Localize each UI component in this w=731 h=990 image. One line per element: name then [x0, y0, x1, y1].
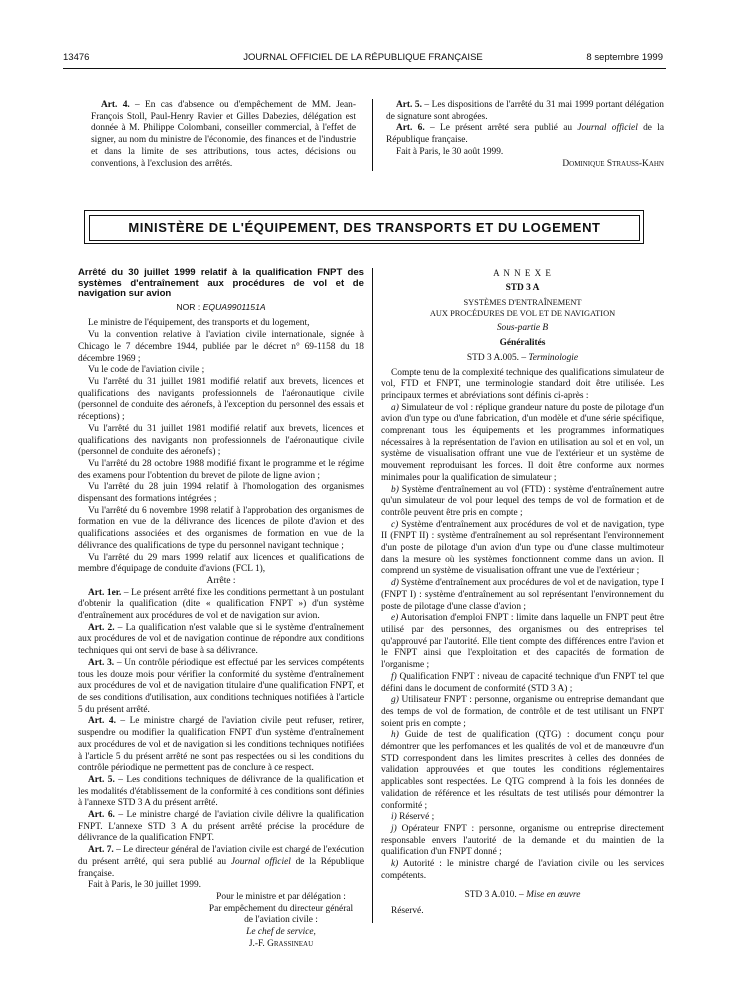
definition-text: Opérateur FNPT : personne, organisme ou entreprise directement responsable envers l'autorité de la demande et du maintien de la qualification d'un FNPT donné ;: [381, 823, 664, 858]
ministry-banner: MINISTÈRE DE L'ÉQUIPEMENT, DES TRANSPORTS ET DU LOGEMENT: [89, 215, 640, 241]
preamble-paragraph: Vu l'arrêté du 29 mars 1999 relatif aux licences et qualifications de membre d'équipage de conduite d'avions (FCL 1),: [78, 552, 364, 575]
article-text: de la République française.: [386, 123, 664, 146]
definition-text: Système d'entraînement au vol (FTD) : système d'entraînement autre qu'un simulateur de vol pour lequel des temps de vol de formation et de contrôle peuvent être pris en compte ;: [381, 484, 664, 518]
definition: [381, 730, 664, 812]
preamble: [78, 318, 364, 575]
article: [78, 588, 364, 623]
definition-text: Autorité : le ministre chargé de l'aviation civile ou les services compétents.: [381, 859, 664, 881]
definition-text: Système d'entraînement aux procédures de vol et de navigation, type II (FNPT II) : système d'entraînement au sol représentant l'environnement d'un poste de pilotage d'un avion d'un type ou d'une classe multimoteur dans la mesure où les systèmes fonctionnent comme dans un avion. Il comprend un système de visualisation offrant une vue de l'extérieur ;: [381, 519, 664, 577]
definition: [381, 695, 664, 730]
article-text: – Les dispositions de l'arrêté du 31 mai 1999 portant délégation de signature sont abrogées.: [386, 100, 664, 122]
article-text: de la République française.: [78, 856, 364, 879]
article-text: – La qualification n'est valable que si le système d'entraînement aux procédures de vol et de navigation continue de répondre aux conditions techniques qui ont servi de base à sa délivrance.: [78, 622, 364, 657]
signature-line: Par empêchement du directeur général: [208, 903, 354, 914]
definition-letter: b): [391, 484, 399, 495]
article: [78, 775, 364, 810]
nor-label: NOR :: [176, 301, 203, 312]
definition: [381, 578, 664, 613]
section-title: Mise en œuvre: [526, 890, 581, 901]
definition-letter: i): [391, 812, 397, 823]
preamble-paragraph: Vu la convention relative à l'aviation civile internationale, signée à Chicago le 7 décembre 1944, publiée par le décret n° 69-1158 du 18 décembre 1969 ;: [78, 330, 364, 364]
definition-text: Réservé ;: [396, 812, 435, 823]
definition-letter: e): [391, 613, 399, 624]
section-number: STD 3 A.010. –: [464, 890, 527, 901]
article-number: Art. 6.: [396, 123, 425, 134]
signature-line: de l'aviation civile :: [244, 915, 318, 926]
definition: [381, 485, 664, 520]
section-number: STD 3 A.005. –: [466, 352, 529, 363]
definition-text: Simulateur de vol : réplique grandeur nature du poste de pilotage d'un avion d'un type ou d'une fabrication, d'un modèle et d'une série spécifique, comprenant tous les équipements et les programmes informatiques nécessaires à la représentation de l'avion en utilisation au sol et en vol, un système de visualisation offrant une vue de l'extérieur et un système de mouvement reproduisant les forces. Il doit être conforme aux normes minimales pour la qualification de simulateur ;: [381, 402, 664, 483]
definition-text: Autorisation d'emploi FNPT : limite dans laquelle un FNPT peut être utilisé par des personnes, des organismes ou des entreprises tel qu'approuvé par l'autorité. Elle tient compte des différences entre l'avion et le FNPT ainsi que l'exploitation et des capacités de formation de l'organisme ;: [381, 613, 664, 671]
definition-letter: d): [391, 578, 399, 589]
decree-title: Arrêté du 30 juillet 1999 relatif à la qualification FNPT des systèmes d'entraînement aux procédures de vol et de navigation sur avion: [78, 267, 364, 300]
column-divider: [372, 268, 373, 923]
definition-text: Guide de test de qualification (QTG) : document conçu pour démontrer que les perfomances et les qualités de vol et de manœuvre d'un STD correspondent dans les limites prescrites à celles des données de validation approuvées et que toutes les conditions réglementaires applicables sont respectées. Le QTG comprend à la fois les données de validation de référence et les résultats de test utilisés pour démontrer la conformité ;: [381, 730, 664, 811]
definitions: [381, 403, 664, 883]
definition-letter: c): [391, 519, 399, 530]
articles: [78, 588, 364, 845]
article-number: Art. 5.: [396, 100, 422, 110]
place-date: Fait à Paris, le 30 juillet 1999.: [88, 880, 202, 891]
section-title: Terminologie: [528, 352, 579, 363]
signature-block: [198, 892, 364, 951]
preamble-paragraph: Vu l'arrêté du 6 novembre 1998 relatif à l'approbation des organismes de formation en vue de la délivrance des licences de pilote d'avion et des qualifications associées et des organismes de formation en vue de la délivrance des qualifications de type du personnel navigant technique ;: [78, 505, 364, 551]
article-text: – Le présent arrêté fixe les conditions permettant à un postulant d'obtenir la qualification (dite « qualification FNPT ») d'un système d'entraînement aux procédures de vol et de navigation sur avion.: [78, 587, 365, 622]
article-text: – Le ministre chargé de l'aviation civile peut refuser, retirer, suspendre ou modifier la qualification FNPT d'un système d'entraînement aux procédures de vol et de navigation si les conditions techniques notifiées à l'article 5 du présent arrêté ne sont pas respectées ou si les conditions du contrôle périodique ne permettent pas de conclure à ce respect.: [78, 716, 364, 774]
article-number: Art. 7.: [88, 845, 114, 856]
definition: [381, 403, 664, 485]
decree-column: [78, 268, 364, 950]
definition-letter: g): [391, 695, 399, 706]
prev-decree-left: [91, 100, 356, 170]
definition-text: Système d'entraînement aux procédures de vol et de navigation, type I (FNPT I) : système d'entraînement au sol représentant l'environnement du poste de pilotage d'une classe d'avion ;: [381, 578, 664, 612]
preamble-paragraph: Vu l'arrêté du 28 juin 1994 relatif à l'homologation des organismes dispensant des formations intégrées ;: [78, 482, 364, 505]
signatory: J.-F. Grassineau: [248, 938, 314, 949]
annex-label: A N N E X E: [493, 268, 552, 278]
signature-line: Pour le ministre et par délégation :: [216, 891, 346, 902]
journal-title: JOURNAL OFFICIEL DE LA RÉPUBLIQUE FRANÇAISE: [243, 52, 483, 63]
signatory: Dominique Strauss-Kahn: [562, 158, 664, 169]
definition-letter: a): [391, 402, 399, 413]
article-number: Art. 3.: [88, 657, 115, 668]
general-heading: Généralités: [499, 338, 546, 349]
preamble-paragraph: Vu l'arrêté du 31 juillet 1981 modifié relatif aux brevets, licences et qualifications des navigants non professionnels de l'aéronautique civile (personnel de conduite des aéronefs) ;: [78, 423, 364, 458]
preamble-paragraph: Vu l'arrêté du 31 juillet 1981 modifié relatif aux brevets, licences et qualifications des navigants professionnels de l'aéronautique civile (personnel de conduite des aéronefs, à l'exception du personnel des essais et réceptions) ;: [78, 377, 364, 423]
article-text: – Le directeur général de l'aviation civile est chargé de l'exécution du présent arrêté, qui sera publié au: [78, 845, 365, 867]
header-rule: [63, 68, 666, 69]
preamble-paragraph: Vu le code de l'aviation civile ;: [88, 365, 205, 376]
article-number: Art. 4.: [101, 100, 130, 110]
definition: [381, 824, 664, 859]
article-text: – Les conditions techniques de délivrance de la qualification et les modalités d'établissement de la conformité à ces conditions sont définies à l'annexe STD 3 A du présent arrêté.: [78, 774, 364, 809]
section-heading: [381, 353, 664, 365]
article-text: – En cas d'absence ou d'empêchement de MM. Jean-François Stoll, Paul-Henry Ravier et Gilles Dabezies, délégation est donnée à M. Philippe Colombani, conseiller commercial, à l'effet de signer, au nom du ministre de l'économie, des finances et de l'industrie et dans la limite de ses attributions, tous actes, décisions ou conventions, à l'exclusion des arrêtés.: [91, 100, 356, 169]
article-number: Art. 4.: [88, 716, 116, 727]
reserved-text: Réservé.: [391, 906, 424, 917]
subpart: Sous-partie B: [496, 323, 549, 334]
definition-text: Qualification FNPT : niveau de capacité technique d'un FNPT tel que défini dans le document de conformité (STD 3 A) ;: [381, 671, 664, 694]
definition: [381, 812, 664, 824]
definition: [381, 672, 664, 695]
article-number: Art. 2.: [88, 622, 115, 633]
annex-heading: SYSTÈMES D'ENTRAÎNEMENT: [463, 298, 582, 308]
nor-code: EQUA9901151A: [202, 301, 266, 312]
signature-line: Le chef de service,: [246, 927, 316, 938]
annex-column: [381, 268, 664, 918]
definition-letter: k): [391, 859, 399, 870]
column-divider: [372, 99, 373, 171]
definition: [381, 859, 664, 882]
running-header: [63, 52, 663, 68]
section-heading: [381, 890, 664, 902]
article-text: – Un contrôle périodique est effectué par les services compétents tous les douze mois pour vérifier la conformité du système d'entraînement aux procédures de vol et de navigation titulaire d'une qualification FNPT, et de ses conditions d'utilisation, aux conditions techniques notifiées à l'article 5 du présent arrêté.: [78, 657, 364, 715]
preamble-paragraph: Le ministre de l'équipement, des transports et du logement,: [88, 318, 310, 329]
preamble-paragraph: Vu l'arrêté du 28 octobre 1988 modifié fixant le programme et le régime des examens pour l'obtention du brevet de pilote de ligne avion ;: [78, 458, 364, 481]
prev-decree-right: [386, 100, 664, 170]
article: [78, 658, 364, 717]
journal-reference: Journal officiel: [577, 123, 638, 134]
article-text: – Le ministre chargé de l'aviation civile délivre la qualification FNPT. L'annexe STD 3 A du présent arrêté précise la procédure de délivrance de la qualification FNPT.: [78, 810, 364, 844]
definition-text: Utilisateur FNPT : personne, organisme ou entreprise demandant que des temps de vol de formation, de contrôle et de test utilisant un FNPT soient pris en compte ;: [381, 695, 664, 729]
journal-reference: Journal officiel: [230, 856, 291, 867]
article: [78, 716, 364, 775]
arrete-heading: Arrête :: [206, 575, 236, 586]
article: [78, 623, 364, 658]
definition: [381, 520, 664, 579]
definition: [381, 613, 664, 672]
article-number: Art. 1er.: [88, 587, 122, 598]
definition-letter: j): [391, 823, 397, 834]
nor-reference: [78, 302, 364, 314]
page-number: 13476: [63, 52, 90, 63]
article-number: Art. 5.: [88, 774, 115, 785]
definition-letter: f): [391, 671, 397, 682]
article-text: – Le présent arrêté sera publié au: [424, 123, 578, 134]
annex-intro: Compte tenu de la complexité technique des qualifications simulateur de vol, FTD et FNPT, une terminologie standard doit être utilisée. Les principaux termes et abréviations sont définis ci-après :: [381, 367, 664, 401]
article: [78, 810, 364, 845]
annex-heading: AUX PROCÉDURES DE VOL ET DE NAVIGATION: [429, 308, 616, 318]
annex-std: STD 3 A: [505, 282, 540, 293]
issue-date: 8 septembre 1999: [586, 52, 663, 63]
article-number: Art. 6.: [88, 810, 115, 821]
definition-letter: h): [391, 730, 399, 741]
place-date: Fait à Paris, le 30 août 1999.: [396, 146, 504, 157]
